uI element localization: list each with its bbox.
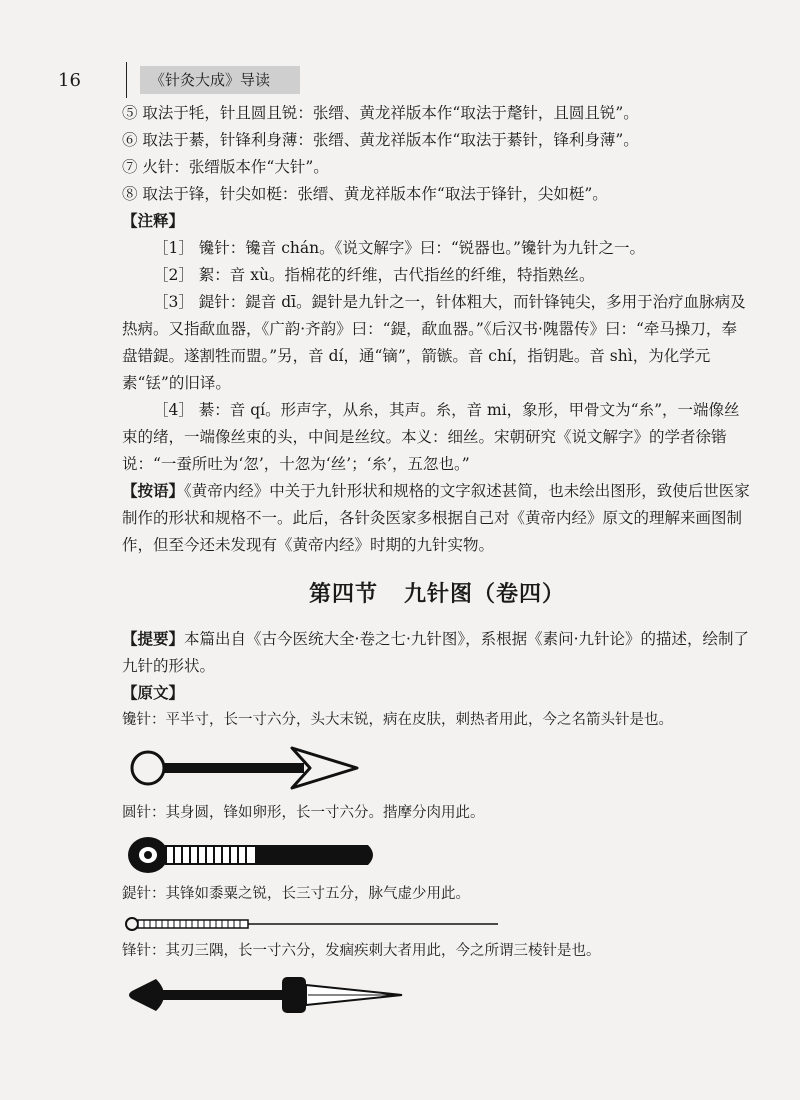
original-text-heading: 【原文】 [122,684,185,702]
page-number: 16 [58,70,81,91]
commentary-text: 《黄帝内经》中关于九针形状和规格的文字叙述甚简，也未绘出图形，致使后世医家制作的形状和规格不一。此后，各针灸医家多根据自己对《黄帝内经》原文的理解来画图制作，但至今还未发现有《黄帝内经》时期的九针实物。 [122,482,750,554]
needle-description-chan: 镵针：平半寸，长一寸六分，头大末锐，病在皮肤，刺热者用此，今之名箭头针是也。 [122,712,673,728]
running-header [40,62,780,98]
section-title [122,581,752,608]
note-item: ［3］ 鍉针：鍉音 dī。鍉针是九针之一，针体粗大，而针锋钝尖，多用于治疗血脉病及热病。又指歃血器，《广韵·齐韵》曰：“鍉，歃血器。”《后汉书·隗嚣传》曰：“牵马操刀，奉盘错鍉。遂割牲而盟。”另，音 dí，通“镝”，箭镞。音 chí，指钥匙。音 shì，为化学元素“铥”的旧译。 [122,293,746,392]
needle-description-yuan: 圆针：其身圆，锋如卵形，长一寸六分。揩摩分肉用此。 [122,805,485,821]
summary-text: 本篇出自《古今医统大全·卷之七·九针图》，系根据《素问·九针论》的描述，绘制了九针的形状。 [122,630,750,675]
needle-description-feng: 锋针：其刃三隅，长一寸六分，发痼疾刺大者用此，今之所谓三棱针是也。 [122,943,601,959]
note-item: ［4］ 綦：音 qí。形声字，从糸，其声。糸，音 mi，象形，甲骨文为“糸”，一端像丝束的绪，一端像丝束的头，中间是丝纹。本义：细丝。宋朝研究《说文解字》的学者徐锴说：“一蚕所吐为‘忽’，十忽为‘丝’；‘糸’，五忽也。” [122,401,740,473]
chan-needle-illustration [122,740,362,796]
variant-note: ⑤ 取法于牦，针且圆且锐：张缙、黄龙祥版本作“取法于氂针，且圆且锐”。 [122,104,639,122]
note-item: ［2］ 絮：音 xù。指棉花的纤维，古代指丝的纤维，特指熟丝。 [153,266,595,284]
notes-heading: 【注释】 [122,212,185,230]
section-number: 第四节 [308,582,378,607]
variant-note: ⑥ 取法于綦，针锋利身薄：张缙、黄龙祥版本作“取法于綦针，锋利身薄”。 [122,131,639,149]
variant-note: ⑦ 火针：张缙版本作“大针”。 [122,158,329,176]
commentary-paragraph [122,478,752,559]
variant-note: ⑧ 取法于锋，针尖如梃：张缙、黄龙祥版本作“取法于锋针，尖如梃”。 [122,185,608,203]
summary-label: 【提要】 [122,630,185,648]
note-item: ［1］ 镵针：镵音 chán。《说文解字》曰：“锐器也。”镵针为九针之一。 [153,239,645,257]
commentary-label: 【按语】 [122,482,185,500]
feng-needle-illustration [122,971,412,1019]
di-needle-illustration [122,914,502,934]
page-body [122,100,752,1023]
header-divider [126,62,127,98]
section-name: 九针图（卷四） [404,582,566,607]
book-title: 《针灸大成》导读 [140,66,300,94]
yuan-needle-illustration [122,833,382,877]
needle-description-di: 鍉针：其锋如黍粟之锐，长三寸五分，脉气虚少用此。 [122,886,470,902]
summary-paragraph [122,626,752,680]
